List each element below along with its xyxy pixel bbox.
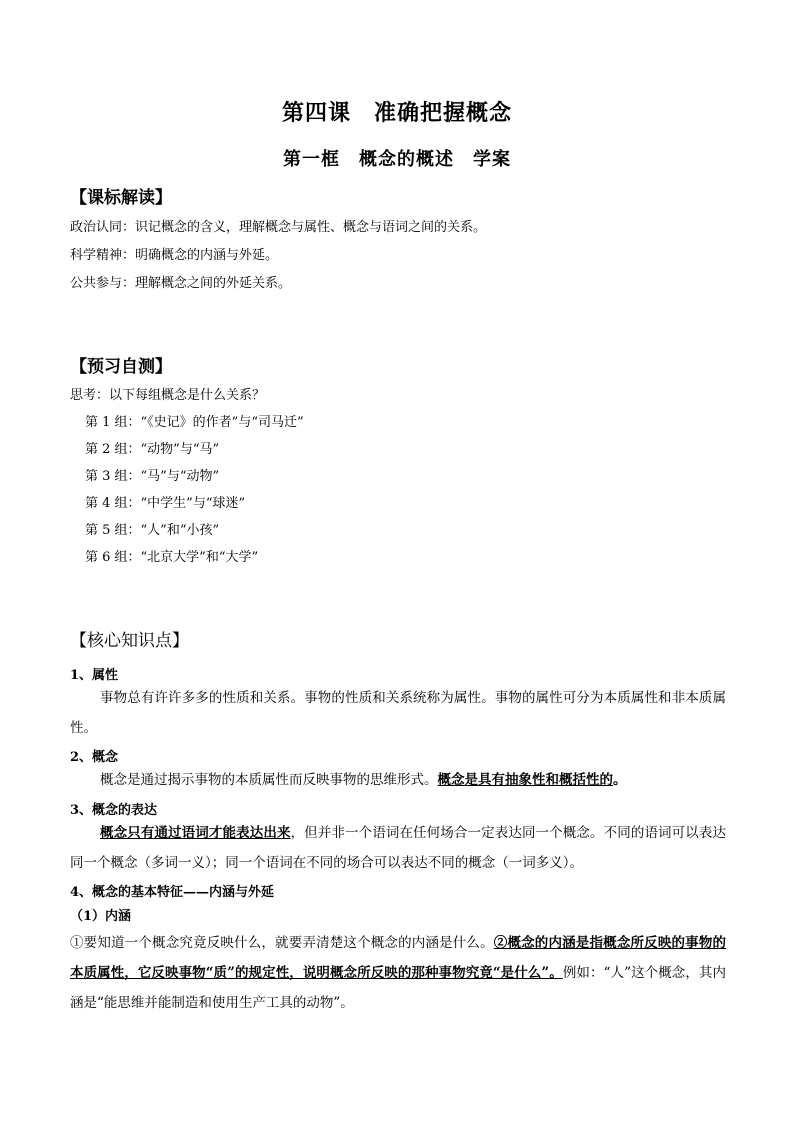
preview-group-3: 第 3 组：“马”与“动物” (85, 469, 220, 484)
section-heading-core: 【核心知识点】 (70, 631, 189, 651)
core-paragraph-expression (70, 818, 726, 878)
expression-key-point: 概念只有通过语词才能表达出来 (100, 825, 291, 841)
standards-line-1: 政治认同：识记概念的含义，理解概念与属性、概念与语词之间的关系。 (70, 220, 487, 235)
preview-group-5: 第 5 组：“人”和“小孩” (85, 523, 220, 538)
preview-group-1: 第 1 组：“《史记》的作者”与“司马迁” (85, 415, 304, 430)
connotation-text-1: ①要知道一个概念究竟反映什么，就要弄清楚这个概念的内涵是什么。 (70, 935, 494, 951)
standards-line-2: 科学精神：明确概念的内涵与外延。 (70, 248, 279, 263)
core-heading-features: 4、概念的基本特征——内涵与外延 (70, 885, 275, 900)
core-subheading-connotation: （1）内涵 (70, 909, 132, 924)
preview-question: 思考：以下每组概念是什么关系？ (70, 388, 266, 403)
concept-key-point: 概念是具有抽象性和概括性的 (437, 772, 613, 788)
expression-text: ，但并非一个语词在任何场合一定表达同一个概念。不同的语词可以表达同一个概念（多词一义）；同一个语词在不同的场合可以表达不同的概念（一词多义）。 (70, 825, 727, 871)
concept-period: 。 (613, 772, 627, 788)
connotation-example: 例如：“人”这个概念，其内涵是“能思维并能制造和使用生产工具的动物”。 (70, 965, 727, 1011)
core-heading-concept: 2、概念 (70, 750, 119, 765)
lesson-title: 第四课 准确把握概念 (281, 100, 512, 126)
core-paragraph-concept (70, 765, 726, 795)
standards-line-3: 公共参与：理解概念之间的外延关系。 (70, 276, 292, 291)
core-heading-expression: 3、概念的表达 (70, 803, 158, 818)
preview-group-4: 第 4 组：“中学生”与“球迷” (85, 496, 246, 511)
connotation-key-point: ②概念的内涵是指概念所反映的事物的本质属性，它反映事物“质”的规定性，说明概念所反映的那种事物究竟“是什么”。 (70, 935, 727, 981)
preview-group-6: 第 6 组：“北京大学”和“大学” (85, 550, 259, 565)
concept-definition-text: 概念是通过揭示事物的本质属性而反映事物的思维形式。 (100, 772, 438, 788)
section-heading-standards: 【课标解读】 (70, 188, 172, 208)
core-paragraph-attribute: 事物总有许许多多的性质和关系。事物的性质和关系统称为属性。事物的属性可分为本质属性和非本质属性。 (70, 690, 726, 736)
section-heading-preview: 【预习自测】 (70, 357, 172, 377)
core-heading-attribute: 1、属性 (70, 668, 119, 683)
lesson-subtitle: 第一框 概念的概述 学案 (283, 149, 511, 170)
core-paragraph-connotation (70, 928, 726, 1018)
preview-group-2: 第 2 组：“动物”与“马” (85, 442, 220, 457)
